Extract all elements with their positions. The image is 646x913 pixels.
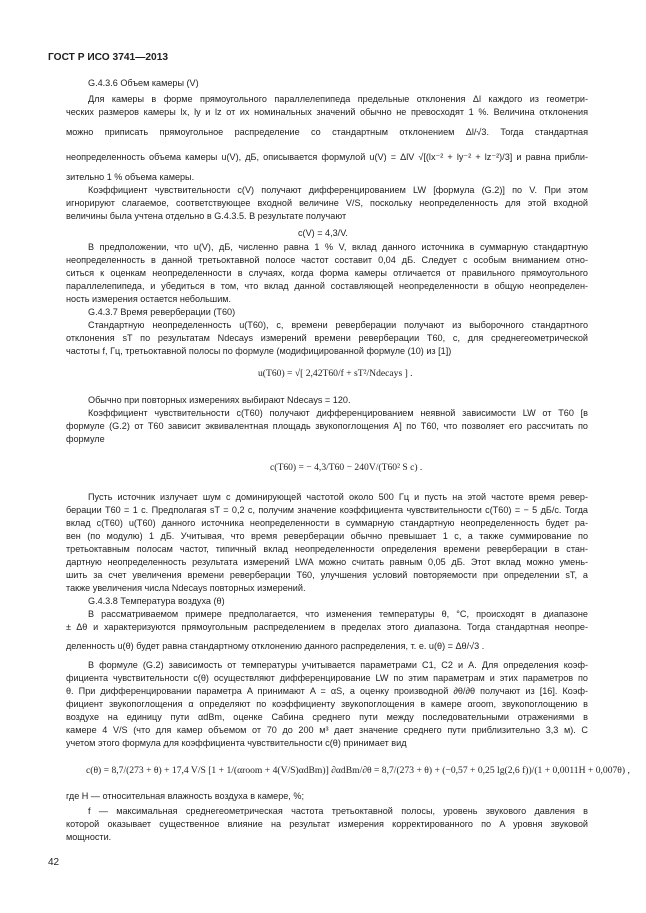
- text-line: зительно 1 % объема камеры.: [66, 172, 195, 182]
- page-header: ГОСТ Р ИСО 3741—2013: [48, 52, 169, 63]
- text-line: отклонения sT по результатам Ndecays измерений времени реверберации T60, с, для среднегеометрической: [66, 333, 588, 343]
- equation: u(T60) = √[ 2,42T60/f + sT²/Ndecays ] .: [258, 368, 413, 379]
- text-line: где H — относительная влажность воздуха в камере, %;: [66, 791, 304, 801]
- equation: c(θ) = 8,7/(273 + θ) + 17,4 V/S [1 + 1/(αroom + 4(V/S)αdBm)] ∂αdBm/∂θ = 8,7/(273 + θ) + (−0,57 + 0,25 lg(2,6 f))/(1 + 0,0011H + 0,007θ) ,: [86, 765, 630, 776]
- text-line: неопределенность объема камеры u(V), дБ, описывается формулой u(V) = ΔlV √[(lx⁻² + ly⁻² + lz⁻²)/3] и равна прибли-: [66, 152, 588, 162]
- text-line: формуле (G.2) от T60 зависит эквивалентная площадь звукопоглощения A] по T60, что позволяет его рассчитать по: [66, 421, 588, 431]
- text-line: фициента чувствительности c(θ) осуществляют дифференцирование LW по этим параметрам и этих параметров по: [66, 673, 588, 683]
- text-line: которой оказывает существенное влияние на результат измерения корректированного по A уровня звуковой: [66, 819, 588, 829]
- text-line: величины была учтена отдельно в G.4.3.5. В результате получают: [66, 211, 347, 221]
- text-line: третьоктавным полосам частот, типичный вклад неопределенности определения времени реверберации в стан-: [66, 544, 588, 554]
- text-line: мощности.: [66, 832, 112, 842]
- text-line: игнорируют слагаемое, соответствующее входной величине V/S, поскольку неопределенность для этой входной: [66, 198, 588, 208]
- text-line: также увеличения числа Ndecays повторных измерений.: [66, 583, 306, 593]
- text-line: Обычно при повторных измерениях выбирают Ndecays = 120.: [88, 395, 351, 405]
- text-line: камере 4 V/S (что для камер объемом от 70 до 200 м³ дает значение среднего пути приблизительно 3,3 м). С: [66, 725, 588, 735]
- text-line: Коэффициент чувствительности c(V) получают дифференцированием LW [формула (G.2)] по V. При этом: [88, 185, 588, 195]
- text-line: В формуле (G.2) зависимость от температуры учитывается параметрами C1, C2 и A. Для определения коэф-: [88, 660, 588, 670]
- text-line: ческих размеров камеры lx, ly и lz от их номинальных значений обычно не превосходят 1 %. Величина отклонения: [66, 107, 588, 117]
- text-line: G.4.3.6 Объем камеры (V): [88, 78, 199, 88]
- text-line: можно приписать прямоугольное распределение со стандартным отклонением Δl/√3. Тогда стандартная: [66, 127, 588, 137]
- text-line: G.4.3.7 Время реверберации (T60): [88, 307, 236, 317]
- text-line: формуле: [66, 434, 105, 444]
- text-line: G.4.3.8 Температура воздуха (θ): [88, 596, 225, 606]
- text-line: В предположении, что u(V), дБ, численно равна 1 % V, вклад данного источника в суммарную стандартную: [88, 242, 588, 252]
- text-line: учетом этого формула для коэффициента чувствительности c(θ) принимает вид: [66, 738, 407, 748]
- text-line: Для камеры в форме прямоугольного параллелепипеда предельные отклонения Δl каждого из геометри-: [88, 94, 588, 104]
- text-line: берации T60 = 1 с. Предполагая sT = 0,2 с, получим значение коэффициента чувствительности c(T60) = − 5 дБ/с. Тогда: [66, 505, 588, 515]
- text-line: шить за счет увеличения времени реверберации T60, улучшения условий повторяемости при определении sT, а: [66, 570, 588, 580]
- text-line: ситься к оценкам неопределенности в случаях, когда форма камеры отличается от правильного прямоугольного: [66, 268, 588, 278]
- text-line: воздухе на единицу пути αdBm, оценке Сабина среднего пути между последовательными отражениями в: [66, 712, 588, 722]
- text-line: θ. При дифференцировании параметра A принимают A = αS, а оценку производной ∂θ/∂θ получают из [16]. Коэф-: [66, 686, 588, 696]
- text-line: вклад c(T60) u(T60) данного источника неопределенности в суммарную стандартную неопределенность будет ра-: [66, 518, 588, 528]
- page-number: 42: [48, 857, 60, 868]
- text-line: ± Δθ и характеризуются прямоугольным распределением в пределах этого диапазона. Тогда стандартная неопре-: [66, 622, 588, 632]
- text-line: f — максимальная среднегеометрическая частота третьоктавной полосы, уровень звукового давления в: [88, 806, 588, 816]
- text-line: Стандартную неопределенность u(T60), c, времени реверберации получают из выборочного стандартного: [88, 320, 588, 330]
- text-line: Пусть источник излучает шум с доминирующей частотой около 500 Гц и пусть на этой частоте время ревер-: [88, 492, 588, 502]
- text-line: Коэффициент чувствительности c(T60) получают дифференцированием неявной зависимости LW от T60 [в: [88, 408, 588, 418]
- text-line: В рассматриваемом примере предполагается, что изменения температуры θ, °C, происходят в диапазоне: [88, 609, 588, 619]
- text-line: фициент звукопоглощения α определяют по коэффициенту звукопоглощения в камере αroom, звукопоглощению в: [66, 699, 588, 709]
- text-line: вен (по модулю) 1 дБ. Учитывая, что время реверберации обычно превышает 1 с, а также суммирование по: [66, 531, 588, 541]
- text-line: дартную неопределенность результата измерений LWA можно считать равным 0,05 дБ. Этот вклад можно умень-: [66, 557, 588, 567]
- text-line: деленность u(θ) будет равна стандартному отклонению данного распределения, т. е. u(θ) = Δθ/√3 .: [66, 641, 485, 651]
- text-line: параллелепипеда, и убедиться в том, что вклад данной составляющей неопределенности в общую неопределен-: [66, 281, 588, 291]
- text-line: c(V) = 4,3/V.: [298, 228, 348, 238]
- text-line: неопределенность в данной третьоктавной полосе частот составит 0,04 дБ. Следует с особым вниманием отно-: [66, 255, 588, 265]
- equation: c(T60) = − 4,3/T60 − 240V/(T60² S c) .: [270, 462, 423, 473]
- text-line: частоты f, Гц, третьоктавной полосы по формуле (модифицированной формуле (10) из [1]): [66, 346, 452, 356]
- text-line: ность измерения остается небольшим.: [66, 294, 232, 304]
